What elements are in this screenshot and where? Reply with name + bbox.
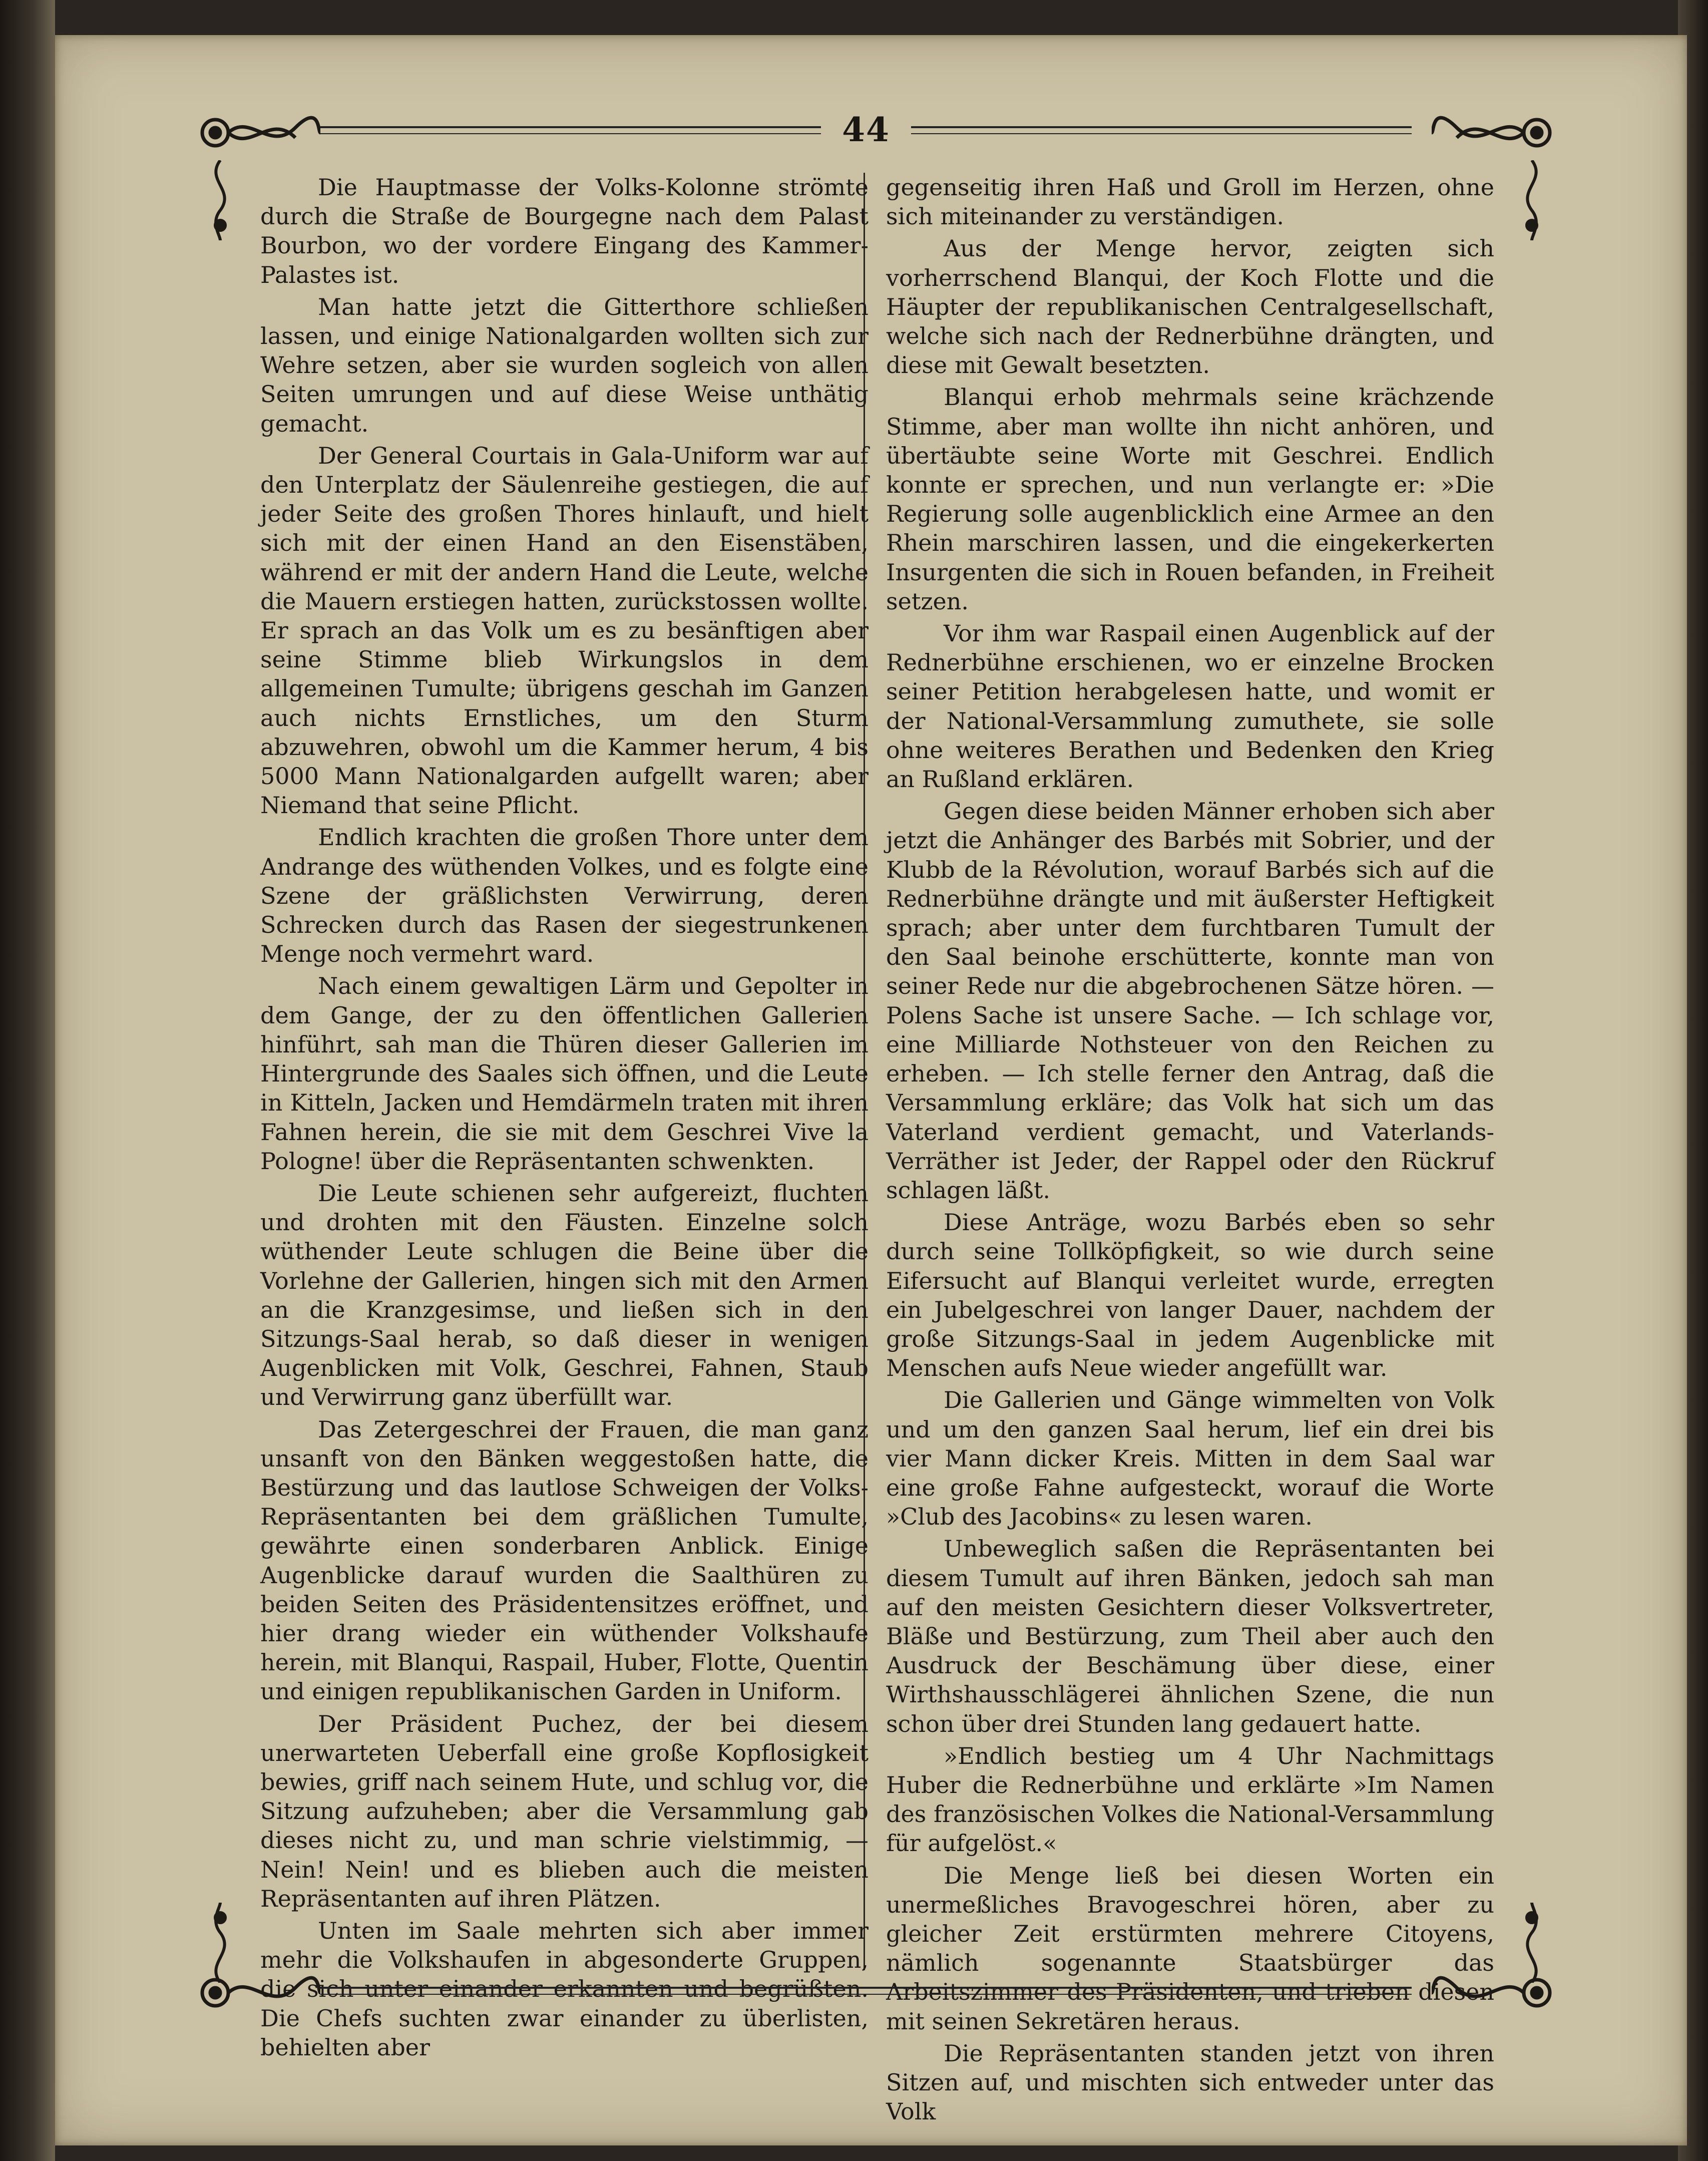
page-header <box>190 110 1542 160</box>
paragraph: Das Zetergeschrei der Frauen, die man ganz unsanft von den Bänken weggestoßen hatte, die Bestürzung und das lautlose Schweigen der Volks-Repräsentanten bei dem gräßlichen Tumulte, gewährte einen sonderbaren Anblick. Einige Augenblicke darauf wurden die Saalthüren zu beiden Seiten des Präsidentensitzes eröffnet, und hier drang wieder ein wüthender Volkshaufe herein, mit Blanqui, Raspail, Huber, Flotte, Quentin und einigen republikanischen Garden in Uniform. <box>260 1415 869 1705</box>
header-rule-right <box>911 126 1412 128</box>
scroll-ornament-icon <box>1432 1965 1557 2020</box>
paragraph: Die Gallerien und Gänge wimmelten von Volk und um den ganzen Saal herum, lief ein drei bis vier Mann dicker Kreis. Mitten in dem Saal war eine große Fahne aufgesteckt, worauf die Worte »Club des Jacobins« zu lesen waren. <box>886 1386 1494 1531</box>
header-rule-left <box>320 126 821 128</box>
vine-ornament-icon <box>1512 160 1552 240</box>
paragraph: Nach einem gewaltigen Lärm und Gepolter in dem Gange, der zu den öffentlichen Gallerien hinführt, sah man die Thüren dieser Gallerien im Hintergrunde des Saales sich öffnen, und die Leute in Kitteln, Jacken und Hemdärmeln traten mit ihren Fahnen herein, die sie mit dem Geschrei Vive la Pologne! über die Repräsentanten schwenkten. <box>260 972 869 1175</box>
paragraph: Vor ihm war Raspail einen Augenblick auf der Rednerbühne erschienen, wo er einzelne Brocken seiner Petition herabgelesen hatte, und womit er der National-Versammlung zumuthete, sie solle ohne weiteres Berathen und Bedenken den Krieg an Rußland erklären. <box>886 620 1494 793</box>
paragraph: »Endlich bestieg um 4 Uhr Nachmittags Huber die Rednerbühne und erklärte »Im Namen des französischen Volkes die National-Versammlung für aufgelöst.« <box>886 1742 1494 1857</box>
left-text-column <box>260 173 869 2065</box>
header-rule-left-thin <box>320 133 821 134</box>
paragraph: Diese Anträge, wozu Barbés eben so sehr durch seine Tollköpfigkeit, so wie durch seine Eifersucht auf Blanqui verleitet wurde, erregten ein Jubelgeschrei von langer Dauer, nachdem der große Sitzungs-Saal in jedem Augenblicke mit Menschen aufs Neue wieder angefüllt war. <box>886 1209 1494 1382</box>
paragraph: Endlich krachten die großen Thore unter dem Andrange des wüthenden Volkes, und es folgte eine Szene der gräßlichsten Verwirrung, deren Schrecken durch das Rasen der siegestrunkenen Menge noch vermehrt ward. <box>260 824 869 968</box>
right-text-column <box>886 173 1494 2129</box>
vine-ornament-icon <box>200 160 240 240</box>
paragraph: gegenseitig ihren Haß und Groll im Herzen, ohne sich miteinander zu verständigen. <box>886 174 1494 230</box>
paragraph: Die Repräsentanten standen jetzt von ihren Sitzen auf, und mischten sich entweder unter das Volk <box>886 2039 1494 2125</box>
scroll-ornament-icon <box>195 1965 320 2020</box>
page-number: 44 <box>842 110 890 149</box>
paragraph: Der General Courtais in Gala-Uniform war auf den Unterplatz der Säulenreihe gestiegen, die auf jeder Seite des großen Thores hinlauft, und hielt sich mit der einen Hand an den Eisenstäben, während er mit der andern Hand die Leute, welche die Mauern erstiegen hatten, zurückstossen wollte. Er sprach an das Volk um es zu besänftigen aber seine Stimme blieb Wirkungslos in dem allgemeinen Tumulte; übrigens geschah im Ganzen auch nichts Ernstliches, um den Sturm abzuwehren, obwohl um die Kammer herum, 4 bis 5000 Mann Nationalgarden aufgellt waren; aber Niemand that seine Pflicht. <box>260 442 869 819</box>
paragraph: Blanqui erhob mehrmals seine krächzende Stimme, aber man wollte ihn nicht anhören, und übertäubte seine Worte mit Geschrei. Endlich konnte er sprechen, und nun verlangte er: »Die Regierung solle augenblicklich eine Armee an den Rhein marschiren lassen, und die eingekerkerten Insurgenten die sich in Rouen befanden, in Freiheit setzen. <box>886 384 1494 615</box>
footer-rule-thin <box>320 1994 1412 1995</box>
paragraph: Unbeweglich saßen die Repräsentanten bei diesem Tumult auf ihren Bänken, jedoch sah man auf den meisten Gesichtern dieser Volksvertreter, Bläße und Bestürzung, zum Theil aber auch den Ausdruck der Beschämung über diese, einer Wirthshausschlägerei ähnlichen Szene, die nun schon über drei Stunden lang gedauert hatte. <box>886 1535 1494 1737</box>
paragraph: Aus der Menge hervor, zeigten sich vorherrschend Blanqui, der Koch Flotte und die Häupter der republikanischen Centralgesellschaft, welche sich nach der Rednerbühne drängten, und diese mit Gewalt besetzten. <box>886 235 1494 379</box>
paragraph: Man hatte jetzt die Gitterthore schließen lassen, und einige Nationalgarden wollten sich zur Wehre setzen, aber sie wurden sogleich von allen Seiten umrungen und auf diese Weise unthätig gemacht. <box>260 293 869 437</box>
page-footer <box>190 1983 1542 2003</box>
book-binding-edge <box>0 0 55 2161</box>
header-rule-right-thin <box>911 133 1412 134</box>
paragraph: Die Leute schienen sehr aufgereizt, fluchten und drohten mit den Fäusten. Einzelne solch wüthender Leute schlugen die Beine über die Vorlehne der Gallerien, hingen sich mit den Armen an die Kranzgesimse, und ließen sich in den Sitzungs-Saal herab, so daß dieser in wenigen Augenblicken mit Volk, Geschrei, Fahnen, Staub und Verwirrung ganz überfüllt war. <box>260 1179 869 1411</box>
scroll-ornament-icon <box>1432 108 1557 163</box>
paragraph: Gegen diese beiden Männer erhoben sich aber jetzt die Anhänger des Barbés mit Sobrier, und der Klubb de la Révolution, worauf Barbés sich auf die Rednerbühne drängte und mit äußerster Heftigkeit sprach; aber unter dem furchtbaren Tumult der den Saal beinohe erschütterte, konnte man von seiner Rede nur die abgebrochenen Sätze hören. — Polens Sache ist unsere Sache. — Ich schlage vor, eine Milliarde Nothsteuer von den Reichen zu erheben. — Ich stelle ferner den Antrag, daß die Versammlung erkläre; das Volk hat sich um das Vaterland verdient gemacht, und Vaterlands-Verräther ist Jeder, der Rappel oder den Rückruf schlagen läßt. <box>886 798 1494 1204</box>
paragraph: Der Präsident Puchez, der bei diesem unerwarteten Ueberfall eine große Kopflosigkeit bewies, griff nach seinem Hute, und schlug vor, die Sitzung aufzuheben; aber die Versammlung gab dieses nicht zu, und man schrie vielstimmig, — Nein! Nein! und es blieben auch die meisten Repräsentanten auf ihren Plätzen. <box>260 1710 869 1912</box>
paragraph: Die Menge ließ bei diesen Worten ein unermeßliches Bravogeschrei hören, aber zu gleicher Zeit erstürmten mehrere Citoyens, nämlich sogenannte Staatsbürger das Arbeitszimmer des Präsidenten, und trieben diesen mit seinen Sekretären heraus. <box>886 1862 1494 2035</box>
footer-rule <box>320 1987 1412 1989</box>
paragraph: Die Hauptmasse der Volks-Kolonne strömte durch die Straße de Bourgegne nach dem Palast Bourbon, wo der vordere Eingang des Kammer-Palastes ist. <box>260 174 869 288</box>
scroll-ornament-icon <box>195 108 320 163</box>
paragraph: Unten im Saale mehrten sich aber immer mehr die Volkshaufen in abgesonderte Gruppen, die sich unter einander erkannten und begrüßten. Die Chefs suchten zwar einander zu überlisten, behielten aber <box>260 1917 869 2061</box>
